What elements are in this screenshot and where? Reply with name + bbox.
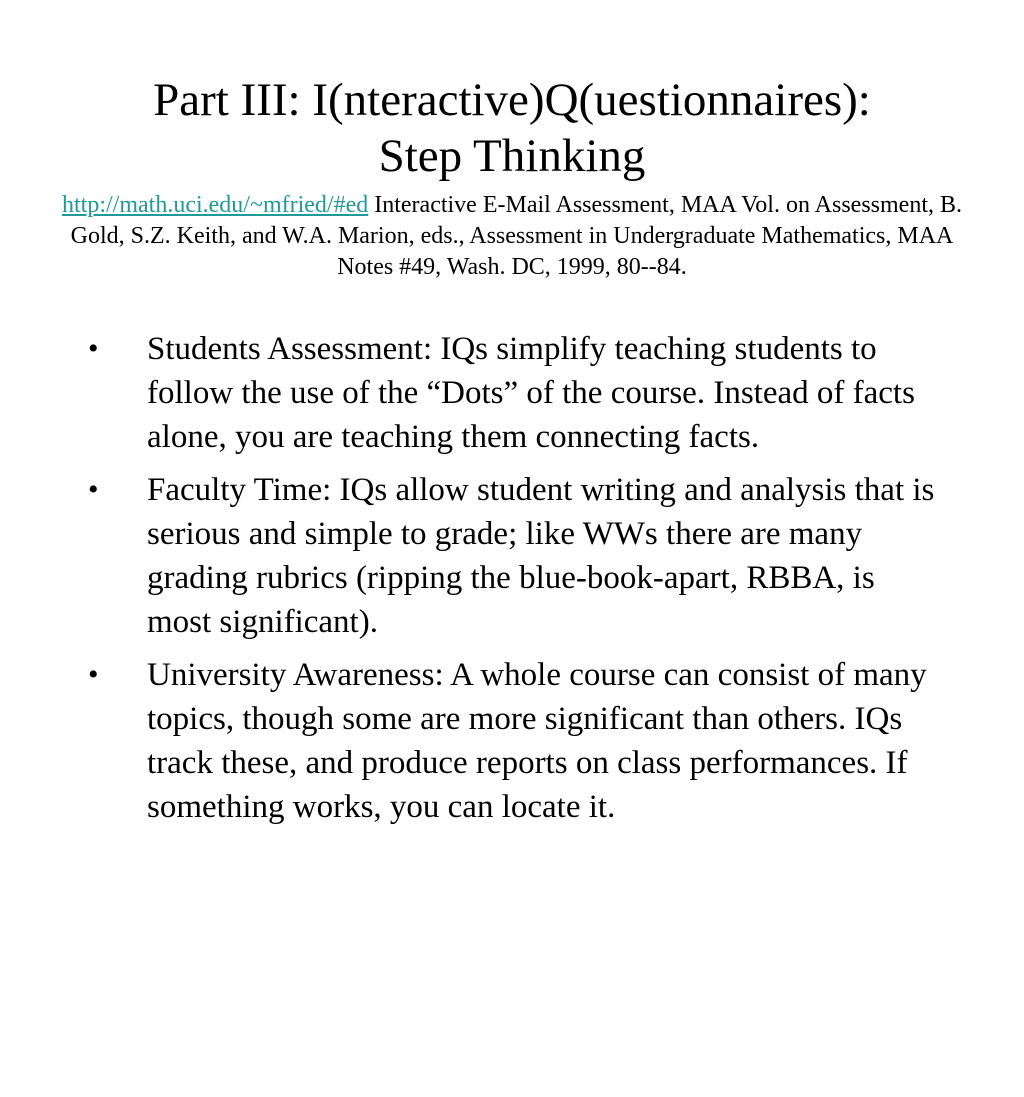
citation-text: Interactive E-Mail Assessment, MAA Vol. on Assessment, B. Gold, S.Z. Keith, and W.A. Marion, eds., Assessment in Undergraduate Mathematics, MAA Notes #49, Wash. DC, 1999, 80--84. — [70, 192, 962, 280]
citation — [60, 190, 964, 283]
bullet-item-faculty-time — [86, 468, 936, 644]
bullet-item-university-awareness — [86, 653, 936, 829]
bullet-item-students-assessment — [86, 327, 936, 459]
bullet-text: Students Assessment: IQs simplify teaching students to follow the use of the “Dots” of the course. Instead of facts alone, you are teaching them connecting facts. — [147, 331, 915, 455]
bullet-marker: • — [88, 332, 99, 365]
slide-title-line-2: Step Thinking — [378, 130, 646, 182]
bullet-text: Faculty Time: IQs allow student writing and analysis that is serious and simple to grade; like WWs there are many grading rubrics (ripping the blue-book-apart, RBBA, is most significant). — [147, 472, 935, 640]
title-block — [60, 72, 964, 283]
bullet-marker: • — [88, 473, 99, 506]
slide-title-line-1: Part III: I(nteractive)Q(uestionnaires): — [153, 74, 871, 126]
bullet-text: University Awareness: A whole course can consist of many topics, though some are more significant than others. IQs track these, and produce reports on class performances. If something works, you can locate it. — [147, 657, 927, 825]
bullet-marker: • — [88, 658, 99, 691]
citation-link[interactable]: http://math.uci.edu/~mfried/#ed — [61, 192, 369, 218]
bullet-list — [86, 327, 936, 838]
